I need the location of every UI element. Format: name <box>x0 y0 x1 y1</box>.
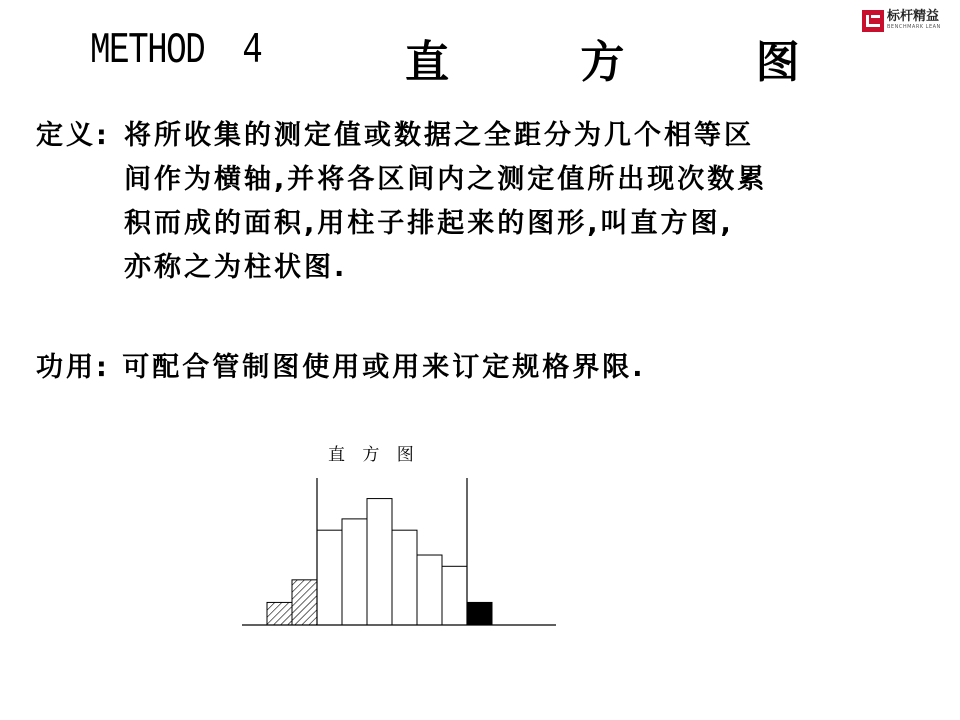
histogram-bar-4 <box>342 519 367 625</box>
page-title: 直 方 图 <box>405 37 858 88</box>
definition-line-4: 亦称之为柱状图. <box>124 252 348 283</box>
brand-logo <box>862 10 952 36</box>
logo-subtitle: BENCHMARK LEAN <box>887 24 941 30</box>
histogram-bar-5 <box>367 499 392 625</box>
function-text: 功用: 可配合管制图使用或用来订定规格界限. <box>36 352 646 383</box>
definition-label: 定义: <box>36 120 110 151</box>
logo-name: 标杆精益 <box>887 9 940 24</box>
histogram-bar-9 <box>467 602 492 625</box>
definition-line-3: 积而成的面积,用柱子排起来的图形,叫直方图, <box>124 208 734 239</box>
histogram-bar-6 <box>392 530 417 625</box>
definition-text <box>124 114 767 290</box>
method-label: METHOD 4 <box>90 26 262 76</box>
chart-title: 直 方 图 <box>328 445 420 465</box>
histogram-bar-1 <box>267 602 292 625</box>
definition-line-2: 间作为横轴,并将各区间内之测定值所出现次数累 <box>124 164 768 195</box>
histogram-bar-3 <box>317 530 342 625</box>
histogram-bar-2 <box>292 580 317 625</box>
logo-mark-icon <box>862 10 884 32</box>
histogram-bar-8 <box>442 566 467 625</box>
histogram-chart <box>230 470 570 640</box>
histogram-bar-7 <box>417 555 442 625</box>
definition-line-1: 将所收集的测定值或数据之全距分为几个相等区 <box>124 120 754 151</box>
